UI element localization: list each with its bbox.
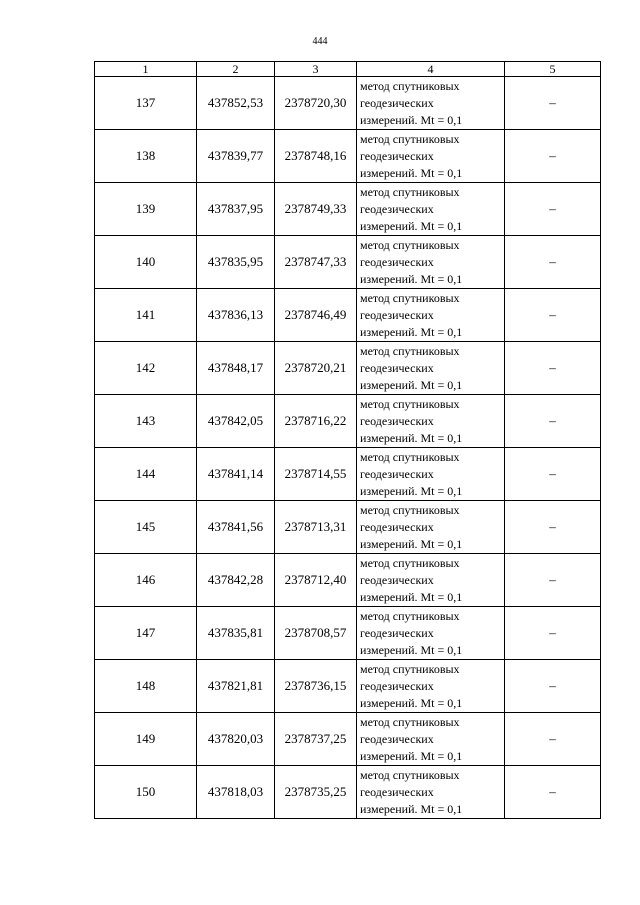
note-cell: – xyxy=(505,607,601,660)
point-number-cell: 140 xyxy=(95,236,197,289)
table-row xyxy=(95,660,601,713)
method-cell xyxy=(357,77,505,130)
note-cell: – xyxy=(505,183,601,236)
point-number-cell: 143 xyxy=(95,395,197,448)
method-line: геодезических xyxy=(360,466,434,481)
y-coordinate-cell: 2378746,49 xyxy=(275,289,357,342)
method-line: измерений. Mt = 0,1 xyxy=(360,324,463,339)
point-number-cell: 148 xyxy=(95,660,197,713)
y-coordinate-cell: 2378713,31 xyxy=(275,501,357,554)
note-cell: – xyxy=(505,501,601,554)
table-row xyxy=(95,448,601,501)
method-cell xyxy=(357,236,505,289)
table-row xyxy=(95,77,601,130)
table-row xyxy=(95,766,601,819)
method-line: метод спутниковых xyxy=(360,449,460,464)
method-line: измерений. Mt = 0,1 xyxy=(360,377,463,392)
table-row xyxy=(95,501,601,554)
method-cell xyxy=(357,713,505,766)
method-line: геодезических xyxy=(360,254,434,269)
method-line: метод спутниковых xyxy=(360,343,460,358)
x-coordinate-cell: 437836,13 xyxy=(197,289,275,342)
method-line: геодезических xyxy=(360,678,434,693)
method-cell xyxy=(357,501,505,554)
method-cell xyxy=(357,183,505,236)
coordinates-table xyxy=(94,61,601,819)
table-row xyxy=(95,554,601,607)
method-line: геодезических xyxy=(360,625,434,640)
method-line: геодезических xyxy=(360,731,434,746)
method-line: геодезических xyxy=(360,572,434,587)
method-cell xyxy=(357,448,505,501)
method-cell xyxy=(357,395,505,448)
point-number-cell: 141 xyxy=(95,289,197,342)
method-cell xyxy=(357,660,505,713)
table-header-row xyxy=(95,62,601,77)
method-line: измерений. Mt = 0,1 xyxy=(360,695,463,710)
method-line: геодезических xyxy=(360,307,434,322)
method-line: метод спутниковых xyxy=(360,237,460,252)
method-cell xyxy=(357,607,505,660)
table-row xyxy=(95,395,601,448)
y-coordinate-cell: 2378747,33 xyxy=(275,236,357,289)
method-line: метод спутниковых xyxy=(360,78,460,93)
y-coordinate-cell: 2378714,55 xyxy=(275,448,357,501)
note-cell: – xyxy=(505,395,601,448)
method-line: метод спутниковых xyxy=(360,502,460,517)
table-row xyxy=(95,607,601,660)
method-line: метод спутниковых xyxy=(360,661,460,676)
method-line: метод спутниковых xyxy=(360,608,460,623)
method-line: метод спутниковых xyxy=(360,714,460,729)
method-line: метод спутниковых xyxy=(360,767,460,782)
x-coordinate-cell: 437818,03 xyxy=(197,766,275,819)
note-cell: – xyxy=(505,713,601,766)
note-cell: – xyxy=(505,766,601,819)
point-number-cell: 144 xyxy=(95,448,197,501)
column-header-3: 3 xyxy=(275,62,357,77)
y-coordinate-cell: 2378712,40 xyxy=(275,554,357,607)
y-coordinate-cell: 2378720,21 xyxy=(275,342,357,395)
column-header-5: 5 xyxy=(505,62,601,77)
x-coordinate-cell: 437837,95 xyxy=(197,183,275,236)
method-line: измерений. Mt = 0,1 xyxy=(360,218,463,233)
table-row xyxy=(95,713,601,766)
method-line: геодезических xyxy=(360,784,434,799)
method-line: измерений. Mt = 0,1 xyxy=(360,430,463,445)
method-line: метод спутниковых xyxy=(360,290,460,305)
method-cell xyxy=(357,342,505,395)
method-line: измерений. Mt = 0,1 xyxy=(360,165,463,180)
y-coordinate-cell: 2378708,57 xyxy=(275,607,357,660)
method-line: геодезических xyxy=(360,201,434,216)
y-coordinate-cell: 2378720,30 xyxy=(275,77,357,130)
note-cell: – xyxy=(505,289,601,342)
method-line: измерений. Mt = 0,1 xyxy=(360,801,463,816)
column-header-1: 1 xyxy=(95,62,197,77)
point-number-cell: 139 xyxy=(95,183,197,236)
table-row xyxy=(95,342,601,395)
method-line: измерений. Mt = 0,1 xyxy=(360,748,463,763)
method-cell xyxy=(357,130,505,183)
method-line: метод спутниковых xyxy=(360,131,460,146)
note-cell: – xyxy=(505,77,601,130)
point-number-cell: 138 xyxy=(95,130,197,183)
method-cell xyxy=(357,554,505,607)
y-coordinate-cell: 2378716,22 xyxy=(275,395,357,448)
x-coordinate-cell: 437848,17 xyxy=(197,342,275,395)
table-body xyxy=(95,77,601,819)
x-coordinate-cell: 437841,56 xyxy=(197,501,275,554)
y-coordinate-cell: 2378748,16 xyxy=(275,130,357,183)
y-coordinate-cell: 2378737,25 xyxy=(275,713,357,766)
method-line: метод спутниковых xyxy=(360,396,460,411)
table-row xyxy=(95,130,601,183)
note-cell: – xyxy=(505,342,601,395)
method-line: измерений. Mt = 0,1 xyxy=(360,642,463,657)
point-number-cell: 137 xyxy=(95,77,197,130)
method-line: метод спутниковых xyxy=(360,184,460,199)
x-coordinate-cell: 437821,81 xyxy=(197,660,275,713)
x-coordinate-cell: 437852,53 xyxy=(197,77,275,130)
table-row xyxy=(95,289,601,342)
point-number-cell: 146 xyxy=(95,554,197,607)
method-line: измерений. Mt = 0,1 xyxy=(360,536,463,551)
point-number-cell: 145 xyxy=(95,501,197,554)
point-number-cell: 150 xyxy=(95,766,197,819)
x-coordinate-cell: 437820,03 xyxy=(197,713,275,766)
page-number: 444 xyxy=(312,36,328,47)
x-coordinate-cell: 437842,05 xyxy=(197,395,275,448)
note-cell: – xyxy=(505,448,601,501)
method-line: геодезических xyxy=(360,148,434,163)
point-number-cell: 149 xyxy=(95,713,197,766)
method-line: измерений. Mt = 0,1 xyxy=(360,271,463,286)
x-coordinate-cell: 437835,81 xyxy=(197,607,275,660)
point-number-cell: 142 xyxy=(95,342,197,395)
method-line: геодезических xyxy=(360,360,434,375)
method-cell xyxy=(357,766,505,819)
method-line: измерений. Mt = 0,1 xyxy=(360,483,463,498)
column-header-4: 4 xyxy=(357,62,505,77)
note-cell: – xyxy=(505,130,601,183)
point-number-cell: 147 xyxy=(95,607,197,660)
y-coordinate-cell: 2378736,15 xyxy=(275,660,357,713)
table-row xyxy=(95,183,601,236)
x-coordinate-cell: 437839,77 xyxy=(197,130,275,183)
note-cell: – xyxy=(505,236,601,289)
note-cell: – xyxy=(505,660,601,713)
method-line: измерений. Mt = 0,1 xyxy=(360,112,463,127)
method-line: измерений. Mt = 0,1 xyxy=(360,589,463,604)
method-cell xyxy=(357,289,505,342)
method-line: геодезических xyxy=(360,95,434,110)
method-line: метод спутниковых xyxy=(360,555,460,570)
method-line: геодезических xyxy=(360,519,434,534)
y-coordinate-cell: 2378749,33 xyxy=(275,183,357,236)
x-coordinate-cell: 437842,28 xyxy=(197,554,275,607)
column-header-2: 2 xyxy=(197,62,275,77)
y-coordinate-cell: 2378735,25 xyxy=(275,766,357,819)
note-cell: – xyxy=(505,554,601,607)
table-row xyxy=(95,236,601,289)
method-line: геодезических xyxy=(360,413,434,428)
x-coordinate-cell: 437841,14 xyxy=(197,448,275,501)
x-coordinate-cell: 437835,95 xyxy=(197,236,275,289)
